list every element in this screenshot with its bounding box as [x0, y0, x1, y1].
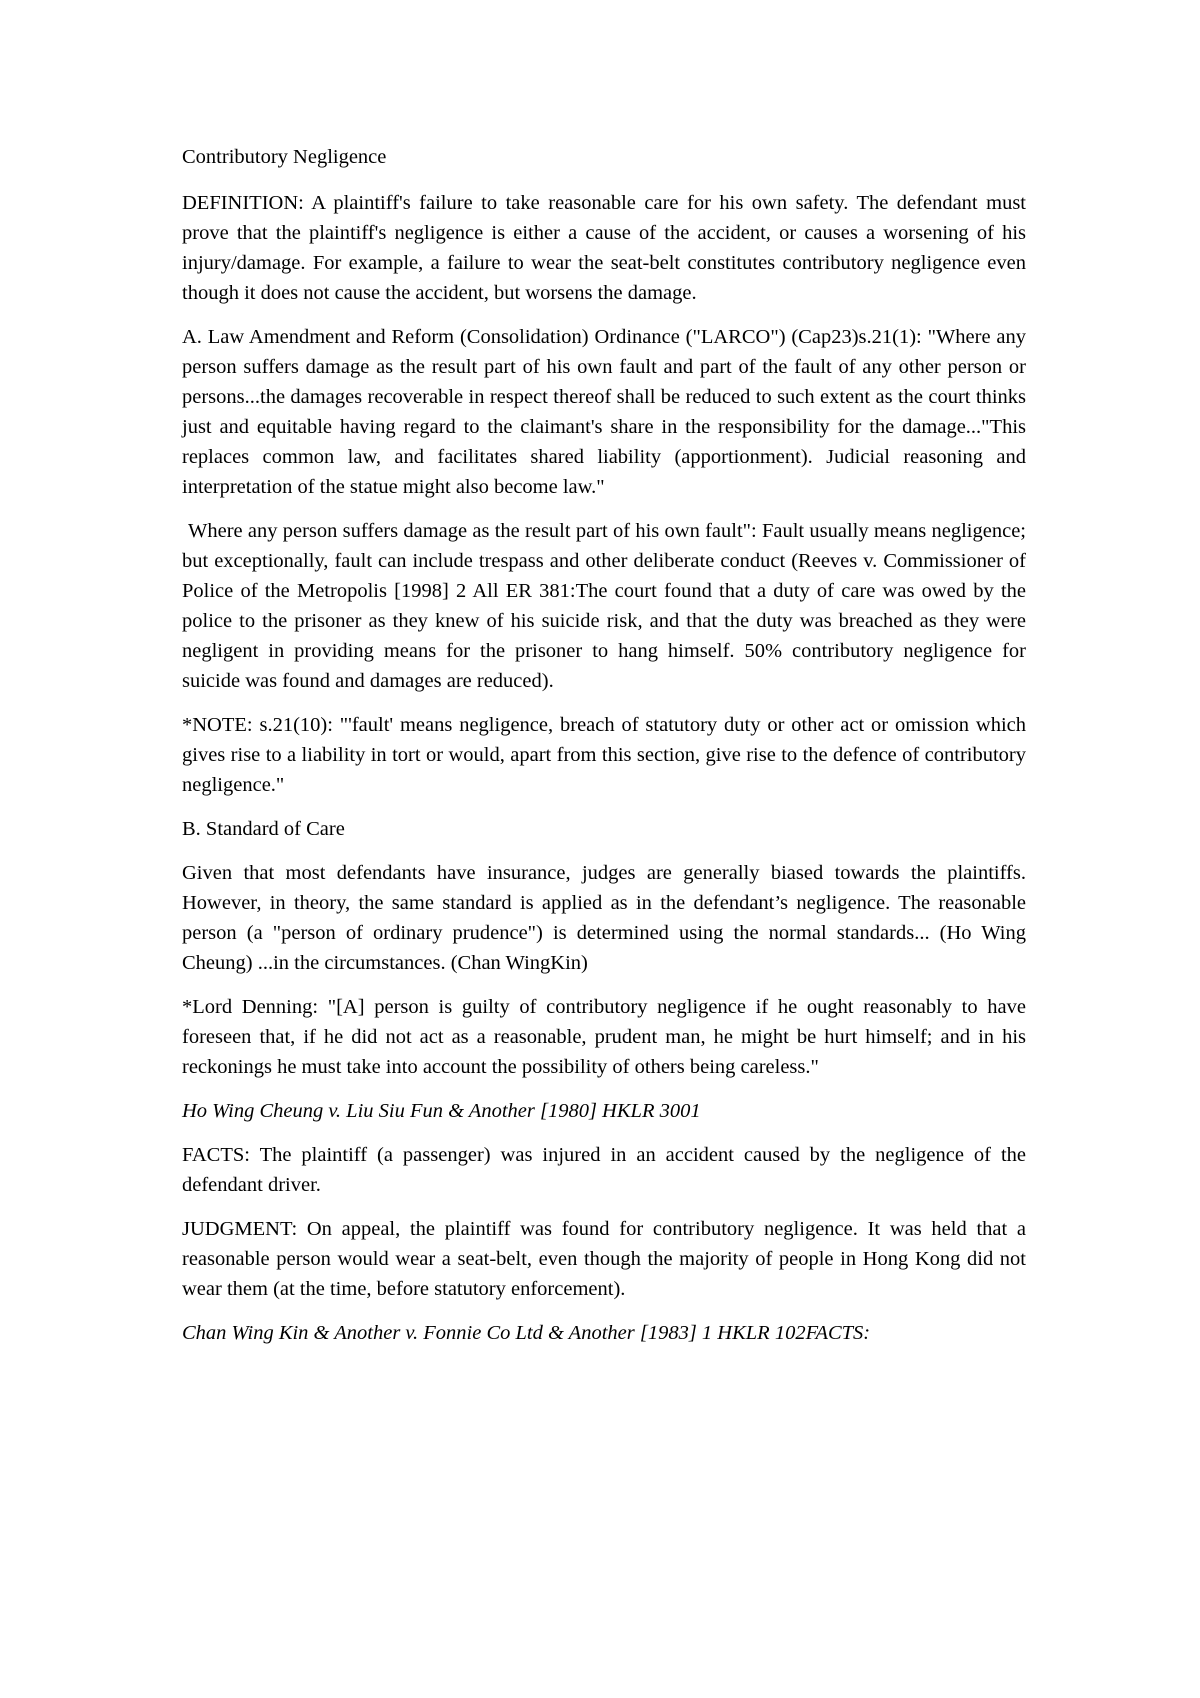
- document-page: [182, 142, 1026, 1362]
- facts-paragraph: FACTS: The plaintiff (a passenger) was injured in an accident caused by the negligence of the defendant driver.: [182, 1144, 1026, 1196]
- note-paragraph: *NOTE: s.21(10): "'fault' means negligence, breach of statutory duty or other act or omission which gives rise to a liability in tort or would, apart from this section, give rise to the defence of contributory negligence.": [182, 714, 1026, 796]
- larco-paragraph: A. Law Amendment and Reform (Consolidation) Ordinance ("LARCO") (Cap23)s.21(1): "Where any person suffers damage as the result part of his own fault and part of the fault of any other person or persons...the damages recoverable in respect thereof shall be reduced to such extent as the court thinks just and equitable having regard to the claimant's share in the responsibility for the damage..."This replaces common law, and facilitates shared liability (apportionment). Judicial reasoning and interpretation of the statue might also become law.": [182, 326, 1026, 498]
- section-heading-standard-of-care: B. Standard of Care: [182, 818, 345, 840]
- definition-paragraph: DEFINITION: A plaintiff's failure to take reasonable care for his own safety. The defendant must prove that the plaintiff's negligence is either a cause of the accident, or causes a worsening of his injury/damage. For example, a failure to wear the seat-belt constitutes contributory negligence even though it does not cause the accident, but worsens the damage.: [182, 192, 1026, 304]
- fault-paragraph: Where any person suffers damage as the result part of his own fault": Fault usually means negligence; but exceptionally, fault can include trespass and other deliberate conduct (Reeves v. Commissioner of Police of the Metropolis [1998] 2 All ER 381:The court found that a duty of care was owed by the police to the prisoner as they knew of his suicide risk, and that the duty was breached as they were negligent in providing means for the prisoner to hang himself. 50% contributory negligence for suicide was found and damages are reduced).: [182, 520, 1026, 692]
- lord-denning-quote: *Lord Denning: "[A] person is guilty of contributory negligence if he ought reasonably to have foreseen that, if he did not act as a reasonable, prudent man, he might be hurt himself; and in his reckonings he must take into account the possibility of others being careless.": [182, 996, 1026, 1078]
- case-citation-ho-wing-cheung: Ho Wing Cheung v. Liu Siu Fun & Another [1980] HKLR 3001: [182, 1100, 701, 1122]
- judgment-paragraph: JUDGMENT: On appeal, the plaintiff was found for contributory negligence. It was held that a reasonable person would wear a seat-belt, even though the majority of people in Hong Kong did not wear them (at the time, before statutory enforcement).: [182, 1218, 1026, 1300]
- standard-of-care-paragraph: Given that most defendants have insurance, judges are generally biased towards the plaintiffs. However, in theory, the same standard is applied as in the defendant’s negligence. The reasonable person (a "person of ordinary prudence") is determined using the normal standards... (Ho Wing Cheung) ...in the circumstances. (Chan WingKin): [182, 862, 1026, 974]
- document-title: Contributory Negligence: [182, 146, 387, 168]
- case-citation-chan-wing-kin: Chan Wing Kin & Another v. Fonnie Co Ltd & Another [1983] 1 HKLR 102FACTS:: [182, 1322, 871, 1344]
